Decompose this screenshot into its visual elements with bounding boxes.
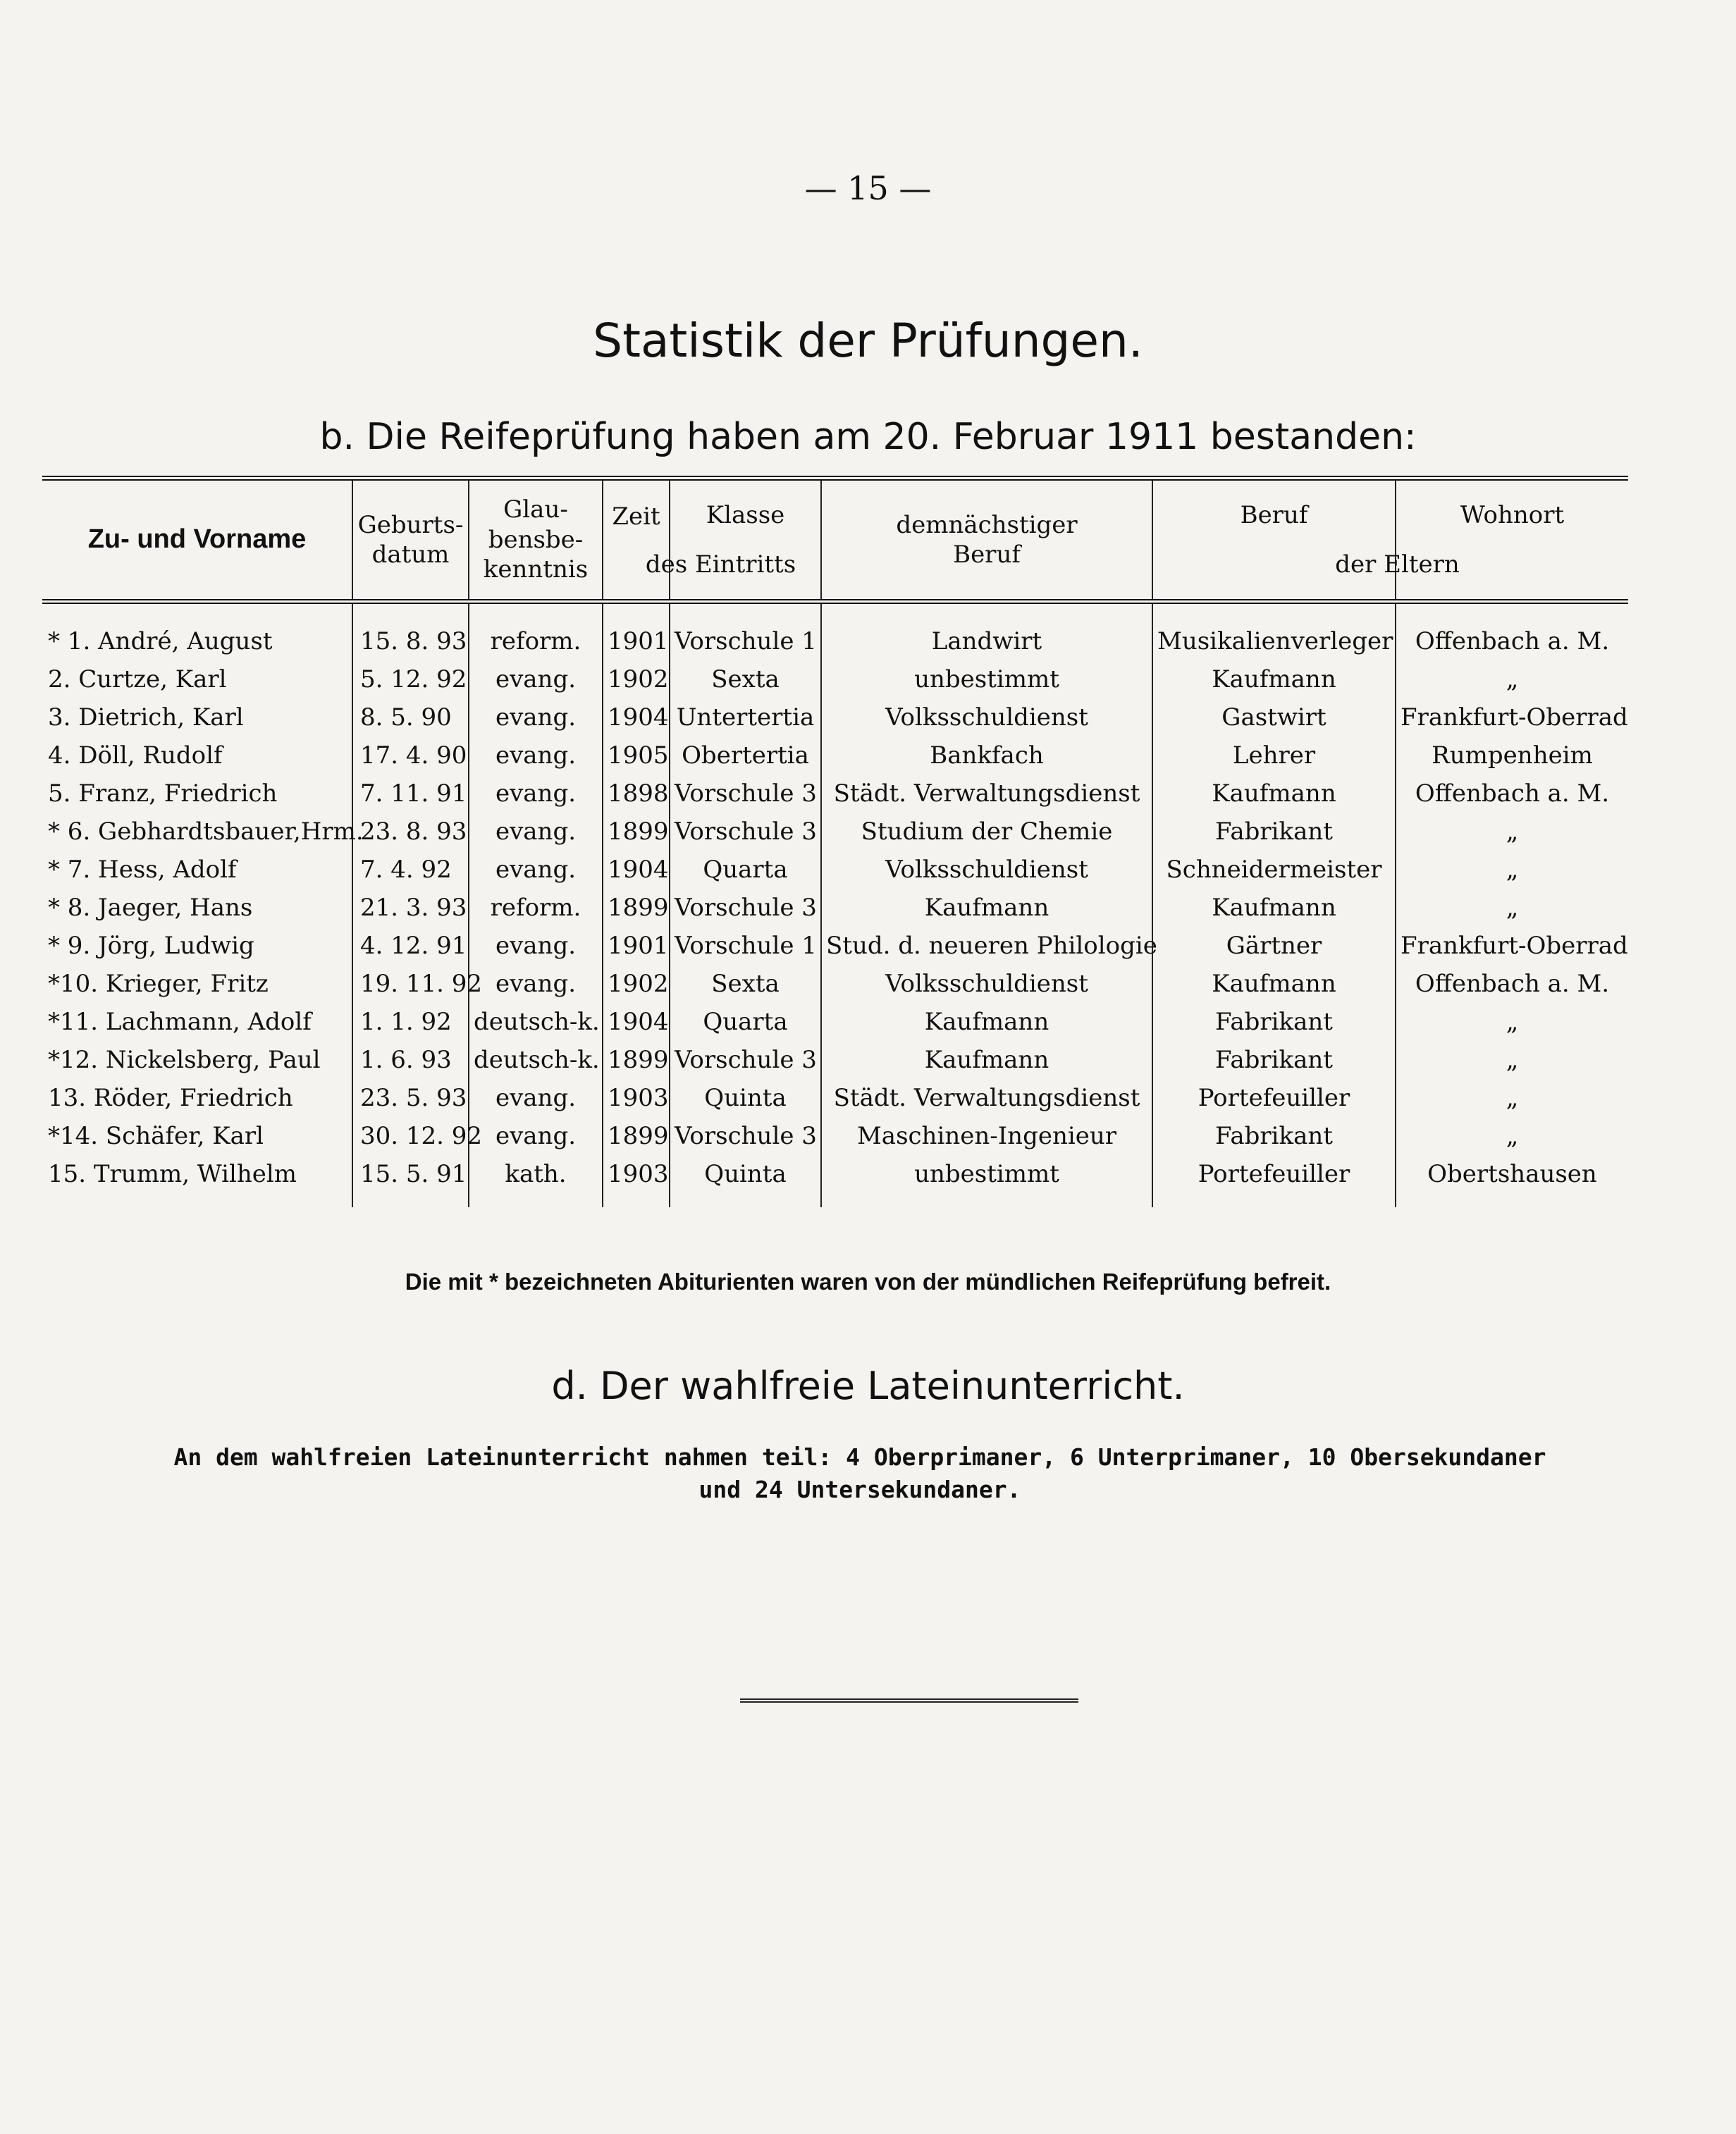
- cell-year: 1901: [603, 927, 670, 965]
- col-career-header: demnächstiger Beruf: [821, 479, 1152, 602]
- col-religion-header: Glau- bensbe- kenntnis: [469, 479, 603, 602]
- cell-career: Volksschuldienst: [821, 851, 1152, 889]
- cell-class: Vorschule 1: [670, 927, 821, 965]
- cell-career: Volksschuldienst: [821, 965, 1152, 1003]
- cell-residence: Offenbach a. M.: [1396, 775, 1628, 813]
- cell-class: Quarta: [670, 1003, 821, 1041]
- cell-year: 1899: [603, 1117, 670, 1155]
- cell-residence: „: [1396, 1079, 1628, 1117]
- cell-residence: Offenbach a. M.: [1396, 602, 1628, 661]
- col-time-header: Zeit: [603, 479, 670, 602]
- cell-name: 15. Trumm, Wilhelm: [48, 1160, 297, 1188]
- cell-parent-job: Musikalienverleger: [1152, 602, 1396, 661]
- cell-class: Vorschule 3: [670, 775, 821, 813]
- cell-religion: deutsch-k.: [469, 1041, 603, 1079]
- cell-class: Untertertia: [670, 698, 821, 736]
- latin-participation-text: An dem wahlfreien Lateinunterricht nahmen teil: 4 Oberprimaner, 6 Unterprimaner, 10 Obersekundaner und 24 Untersekundaner.: [173, 1443, 1546, 1504]
- cell-year: 1904: [603, 1003, 670, 1041]
- cell-class: Vorschule 1: [670, 602, 821, 661]
- cell-residence: „: [1396, 851, 1628, 889]
- cell-class: Vorschule 3: [670, 1117, 821, 1155]
- cell-year: 1902: [603, 965, 670, 1003]
- cell-year: 1901: [603, 602, 670, 661]
- cell-religion: deutsch-k.: [469, 1003, 603, 1041]
- cell-year: 1899: [603, 813, 670, 851]
- cell-birth: 8. 5. 90: [352, 698, 469, 736]
- cell-year: 1904: [603, 698, 670, 736]
- cell-parent-job: Fabrikant: [1152, 1117, 1396, 1155]
- table-body: [42, 602, 1628, 1208]
- cell-class: Sexta: [670, 965, 821, 1003]
- cell-residence: Offenbach a. M.: [1396, 965, 1628, 1003]
- cell-parent-job: Schneidermeister: [1152, 851, 1396, 889]
- cell-religion: evang.: [469, 660, 603, 698]
- table-row: [42, 698, 1628, 736]
- cell-parent-job: Lehrer: [1152, 736, 1396, 775]
- class-header-label: Klasse: [706, 501, 785, 529]
- cell-name: *11. Lachmann, Adolf: [48, 1008, 312, 1036]
- table-row: [42, 775, 1628, 813]
- cell-parent-job: Kaufmann: [1152, 775, 1396, 813]
- cell-religion: evang.: [469, 1117, 603, 1155]
- cell-residence: „: [1396, 660, 1628, 698]
- cell-parent-job: Fabrikant: [1152, 1003, 1396, 1041]
- cell-birth: 4. 12. 91: [352, 927, 469, 965]
- table-row: [42, 965, 1628, 1003]
- cell-birth: 23. 8. 93: [352, 813, 469, 851]
- cell-residence: Frankfurt-Oberrad: [1396, 698, 1628, 736]
- cell-name: 2. Curtze, Karl: [48, 665, 227, 693]
- cell-name: * 8. Jaeger, Hans: [48, 894, 253, 922]
- table-row: [42, 1079, 1628, 1117]
- col-name-header: Zu- und Vorname: [87, 524, 307, 555]
- cell-residence: Frankfurt-Oberrad: [1396, 927, 1628, 965]
- cell-class: Sexta: [670, 660, 821, 698]
- parent-job-header-label: Beruf: [1240, 501, 1308, 529]
- cell-parent-job: Gärtner: [1152, 927, 1396, 965]
- cell-career: Volksschuldienst: [821, 698, 1152, 736]
- cell-parent-job: Gastwirt: [1152, 698, 1396, 736]
- cell-religion: evang.: [469, 851, 603, 889]
- parents-header-label: der Eltern: [1335, 550, 1460, 579]
- cell-religion: reform.: [469, 602, 603, 661]
- cell-religion: evang.: [469, 927, 603, 965]
- cell-career: Studium der Chemie: [821, 813, 1152, 851]
- exam-statistics-table-wrapper: [42, 476, 1628, 1207]
- cell-religion: evang.: [469, 965, 603, 1003]
- cell-class: Obertertia: [670, 736, 821, 775]
- col-class-header: [645, 479, 821, 602]
- cell-career: Kaufmann: [821, 1041, 1152, 1079]
- page-title: Statistik der Prüfungen.: [593, 314, 1143, 368]
- exam-statistics-table: [42, 476, 1628, 1207]
- cell-religion: evang.: [469, 813, 603, 851]
- cell-career: Landwirt: [821, 602, 1152, 661]
- cell-birth: 15. 5. 91: [352, 1155, 469, 1207]
- col-residence-header: Wohnort: [1396, 479, 1628, 602]
- table-row: [42, 927, 1628, 965]
- cell-class: Quinta: [670, 1079, 821, 1117]
- cell-residence: „: [1396, 1117, 1628, 1155]
- cell-name: *14. Schäfer, Karl: [48, 1122, 264, 1150]
- cell-career: Maschinen-Ingenieur: [821, 1117, 1152, 1155]
- table-row: [42, 851, 1628, 889]
- cell-birth: 17. 4. 90: [352, 736, 469, 775]
- cell-year: 1903: [603, 1155, 670, 1207]
- cell-career: Stud. d. neueren Philologie: [821, 927, 1152, 965]
- cell-birth: 7. 11. 91: [352, 775, 469, 813]
- table-row: [42, 1155, 1628, 1207]
- table-row: [42, 736, 1628, 775]
- cell-class: Vorschule 3: [670, 813, 821, 851]
- cell-parent-job: Kaufmann: [1152, 660, 1396, 698]
- cell-religion: evang.: [469, 1079, 603, 1117]
- cell-birth: 21. 3. 93: [352, 889, 469, 927]
- table-row: [42, 1117, 1628, 1155]
- cell-birth: 19. 11. 92: [352, 965, 469, 1003]
- cell-career: Kaufmann: [821, 1003, 1152, 1041]
- cell-residence: Obertshausen: [1396, 1155, 1628, 1207]
- cell-career: unbestimmt: [821, 1155, 1152, 1207]
- cell-religion: evang.: [469, 736, 603, 775]
- cell-career: Bankfach: [821, 736, 1152, 775]
- cell-birth: 30. 12. 92: [352, 1117, 469, 1155]
- cell-class: Quinta: [670, 1155, 821, 1207]
- cell-name: 4. Döll, Rudolf: [48, 741, 223, 770]
- cell-year: 1904: [603, 851, 670, 889]
- table-row: [42, 660, 1628, 698]
- section-d-heading: d. Der wahlfreie Lateinunterricht.: [551, 1364, 1185, 1408]
- cell-career: unbestimmt: [821, 660, 1152, 698]
- cell-year: 1898: [603, 775, 670, 813]
- cell-religion: evang.: [469, 775, 603, 813]
- cell-name: * 7. Hess, Adolf: [48, 856, 237, 884]
- table-row: [42, 1003, 1628, 1041]
- cell-year: 1899: [603, 1041, 670, 1079]
- cell-parent-job: Portefeuiller: [1152, 1155, 1396, 1207]
- cell-parent-job: Fabrikant: [1152, 1041, 1396, 1079]
- cell-year: 1902: [603, 660, 670, 698]
- cell-parent-job: Kaufmann: [1152, 889, 1396, 927]
- table-row: [42, 813, 1628, 851]
- cell-religion: kath.: [469, 1155, 603, 1207]
- cell-name: * 9. Jörg, Ludwig: [48, 932, 254, 960]
- cell-year: 1903: [603, 1079, 670, 1117]
- table-row: [42, 1041, 1628, 1079]
- cell-year: 1905: [603, 736, 670, 775]
- cell-class: Vorschule 3: [670, 1041, 821, 1079]
- section-b-heading: b. Die Reifeprüfung haben am 20. Februar 1911 bestanden:: [319, 416, 1417, 458]
- cell-birth: 15. 8. 93: [352, 602, 469, 661]
- col-parent-job-header: [1152, 479, 1460, 602]
- col-birth-header: Geburts- datum: [352, 479, 469, 602]
- exemption-footnote: Die mit * bezeichneten Abiturienten waren von der mündlichen Reifeprüfung befreit.: [405, 1269, 1331, 1295]
- cell-career: Städt. Verwaltungsdienst: [821, 1079, 1152, 1117]
- table-header: [42, 479, 1628, 602]
- cell-residence: „: [1396, 889, 1628, 927]
- cell-residence: „: [1396, 1041, 1628, 1079]
- cell-residence: „: [1396, 1003, 1628, 1041]
- cell-birth: 1. 6. 93: [352, 1041, 469, 1079]
- cell-residence: Rumpenheim: [1396, 736, 1628, 775]
- cell-parent-job: Fabrikant: [1152, 813, 1396, 851]
- cell-birth: 1. 1. 92: [352, 1003, 469, 1041]
- page-number: — 15 —: [804, 169, 932, 207]
- cell-birth: 7. 4. 92: [352, 851, 469, 889]
- table-row: [42, 889, 1628, 927]
- cell-year: 1899: [603, 889, 670, 927]
- cell-career: Kaufmann: [821, 889, 1152, 927]
- cell-birth: 23. 5. 93: [352, 1079, 469, 1117]
- cell-name: *12. Nickelsberg, Paul: [48, 1046, 321, 1074]
- cell-residence: „: [1396, 813, 1628, 851]
- cell-parent-job: Kaufmann: [1152, 965, 1396, 1003]
- cell-parent-job: Portefeuiller: [1152, 1079, 1396, 1117]
- cell-career: Städt. Verwaltungsdienst: [821, 775, 1152, 813]
- cell-class: Vorschule 3: [670, 889, 821, 927]
- cell-name: * 1. André, August: [48, 627, 273, 655]
- table-row: [42, 602, 1628, 661]
- cell-name: 3. Dietrich, Karl: [48, 703, 244, 732]
- entry-header-label: des Eintritts: [645, 550, 796, 579]
- cell-name: 5. Franz, Friedrich: [48, 779, 278, 808]
- cell-birth: 5. 12. 92: [352, 660, 469, 698]
- cell-class: Quarta: [670, 851, 821, 889]
- closing-rule: [740, 1698, 1078, 1703]
- cell-name: 13. Röder, Friedrich: [48, 1084, 293, 1112]
- cell-religion: reform.: [469, 889, 603, 927]
- cell-name: *10. Krieger, Fritz: [48, 970, 269, 998]
- cell-religion: evang.: [469, 698, 603, 736]
- cell-name: * 6. Gebhardtsbauer,Hrm.: [48, 818, 364, 846]
